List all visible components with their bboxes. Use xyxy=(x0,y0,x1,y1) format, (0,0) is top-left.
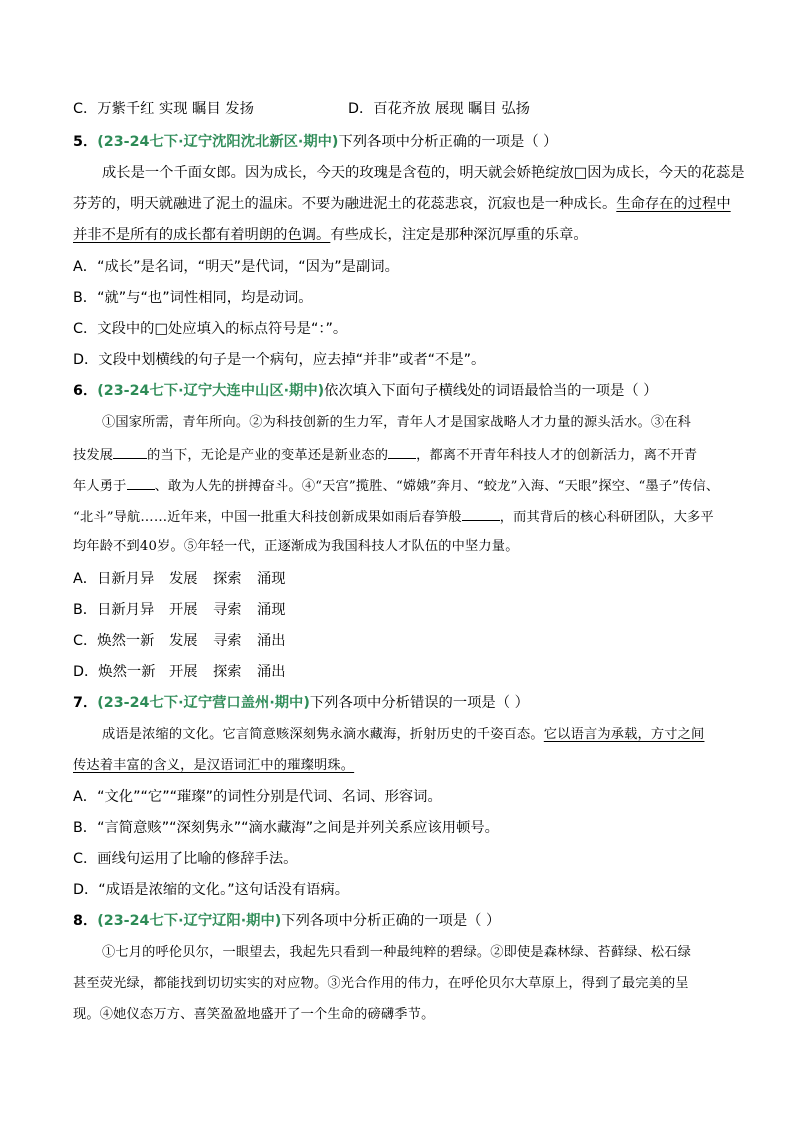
option-word: 开展 xyxy=(169,602,198,618)
q5-option-d: D．文段中划横线的句子是一个病句，应去掉“并非”或者“不是”。 xyxy=(73,352,486,368)
q4-option-c: C．万紫千红 实现 瞩目 发扬 xyxy=(73,101,254,117)
q7-underlined-sentence: 它以语言为承载，方寸之间 xyxy=(543,727,705,742)
q6-option-a xyxy=(73,569,286,589)
option-word: 涌现 xyxy=(257,571,286,587)
option-word: 发展 xyxy=(169,633,198,649)
q7-source: (23-24七下·辽宁营口盖州·期中) xyxy=(97,695,310,711)
q5-passage-text: 芬芳的，明天就融进了泥土的温床。不要为融进泥土的花蕊悲哀，沉寂也是一种成长。 xyxy=(73,196,617,212)
q7-option-d: D．“成语是浓缩的文化。”这句话没有语病。 xyxy=(73,882,350,898)
option-word: 探索 xyxy=(213,571,242,587)
q6-option-b xyxy=(73,600,286,620)
option-word: 发展 xyxy=(169,571,198,587)
q6-passage-line-3 xyxy=(73,475,719,497)
q6-option-c xyxy=(73,631,286,651)
q7-number: 7． xyxy=(73,695,98,711)
q5-number: 5． xyxy=(73,134,98,150)
option-word: 涌出 xyxy=(257,633,286,649)
q5-underlined-sentence-end: 并非不是所有的成长都有着明朗的色调。 xyxy=(73,227,331,243)
q7-option-a: A．“文化”“它”“璀璨”的词性分别是代词、名词、形容词。 xyxy=(73,789,442,805)
option-word: C．焕然一新 xyxy=(73,633,155,649)
q5-passage-text-end: 有些成长，注定是那种深沉厚重的乐章。 xyxy=(330,227,588,243)
option-word: D．焕然一新 xyxy=(73,664,156,680)
q5-question: 下列各项中分析正确的一项是（ ） xyxy=(338,134,558,150)
q5-option-c: C．文段中的□处应填入的标点符号是“：”。 xyxy=(73,321,348,337)
q6-text: ，而其背后的核心科研团队，大多平 xyxy=(499,510,714,525)
q7-text: 成语是浓缩的文化。它言简意赅深刻隽永滴水藏海，折射历史的千姿百态。 xyxy=(102,727,544,742)
q6-option-d xyxy=(73,662,286,682)
q6-blank-2 xyxy=(388,444,416,459)
q8-passage-line-2: 甚至荧光绿，都能找到切切实实的对应物。③光合作用的伟力，在呼伦贝尔大草原上，得到了最完美的呈 xyxy=(73,976,689,991)
q6-text: 技发展 xyxy=(73,448,114,463)
q6-source: (23-24七下·辽宁大连中山区·期中) xyxy=(97,383,325,399)
q5-stem xyxy=(73,132,557,152)
q7-option-b: B．“言简意赅”“深刻隽永”“滴水藏海”之间是并列关系应该用顿号。 xyxy=(73,820,499,836)
q7-option-c: C．画线句运用了比喻的修辞手法。 xyxy=(73,851,298,867)
option-word: 寻索 xyxy=(213,633,242,649)
q5-passage-line-2 xyxy=(73,194,731,214)
option-word: A．日新月异 xyxy=(73,571,155,587)
q6-text: ，都离不开青年科技人才的创新活力，离不开青 xyxy=(416,448,698,463)
option-word: 寻索 xyxy=(213,602,242,618)
q5-underlined-sentence: 生命存在的过程中 xyxy=(616,196,731,212)
q6-text: 年人勇于 xyxy=(73,479,127,494)
q6-stem xyxy=(73,381,658,401)
q8-passage-line-1: ①七月的呼伦贝尔，一眼望去，我起先只看到一种最纯粹的碧绿。②即使是森林绿、苔藓绿、松石绿 xyxy=(102,945,692,960)
q4-option-d: D．百花齐放 展现 瞩目 弘扬 xyxy=(348,101,530,117)
option-word: 探索 xyxy=(213,664,242,680)
q8-passage-line-3: 现。④她仪态万方、喜笑盈盈地盛开了一个生命的磅礴季节。 xyxy=(73,1007,435,1022)
q6-passage-line-5: 均年龄不到40岁。⑤年轻一代，正逐渐成为我国科技人才队伍的中坚力量。 xyxy=(73,539,519,554)
option-word: B．日新月异 xyxy=(73,602,155,618)
q6-text: “北斗”导航……近年来，中国一批重大科技创新成果如雨后春笋般 xyxy=(73,510,462,525)
q7-question: 下列各项中分析错误的一项是（ ） xyxy=(309,695,529,711)
q8-number: 8． xyxy=(73,913,98,929)
q8-question: 下列各项中分析正确的一项是（ ） xyxy=(281,913,501,929)
q7-underlined-sentence-end: 传达着丰富的含义，是汉语词汇中的璀璨明珠。 xyxy=(73,758,355,773)
q7-stem xyxy=(73,693,529,713)
q6-question: 依次填入下面句子横线处的词语最恰当的一项是（ ） xyxy=(324,383,658,399)
q5-passage-line-3 xyxy=(73,225,588,245)
q5-source: (23-24七下·辽宁沈阳沈北新区·期中) xyxy=(97,134,339,150)
q6-text: 的当下，无论是产业的变革还是新业态的 xyxy=(147,448,389,463)
q6-blank-4 xyxy=(462,506,500,521)
option-word: 开展 xyxy=(169,664,198,680)
option-word: 涌现 xyxy=(257,602,286,618)
q6-passage-line-1: ①国家所需，青年所向。②为科技创新的生力军，青年人才是国家战略人才力量的源头活水。③在科 xyxy=(102,415,692,430)
option-word: 涌出 xyxy=(257,664,286,680)
q8-source: (23-24七下·辽宁辽阳·期中) xyxy=(97,913,282,929)
q5-option-a: A．“成长”是名词，“明天”是代词，“因为”是副词。 xyxy=(73,259,399,275)
q6-passage-line-2 xyxy=(73,444,697,466)
q6-number: 6． xyxy=(73,383,98,399)
q6-passage-line-4 xyxy=(73,506,714,528)
q6-blank-3 xyxy=(127,475,155,490)
q7-passage-line-2 xyxy=(73,756,354,776)
q6-blank-1 xyxy=(113,444,147,459)
q5-option-b: B．“就”与“也”词性相同，均是动词。 xyxy=(73,290,313,306)
q6-text: 、敢为人先的拼搏奋斗。④“天宫”揽胜、“嫦娥”奔月、“蛟龙”入海、“天眼”探空、“墨子”传信、 xyxy=(154,479,720,494)
q7-passage-line-1 xyxy=(102,725,704,745)
q8-stem xyxy=(73,911,500,931)
q5-passage-line-1: 成长是一个千面女郎。因为成长，今天的玫瑰是含苞的，明天就会娇艳绽放□因为成长，今天的花蕊是 xyxy=(102,165,745,181)
